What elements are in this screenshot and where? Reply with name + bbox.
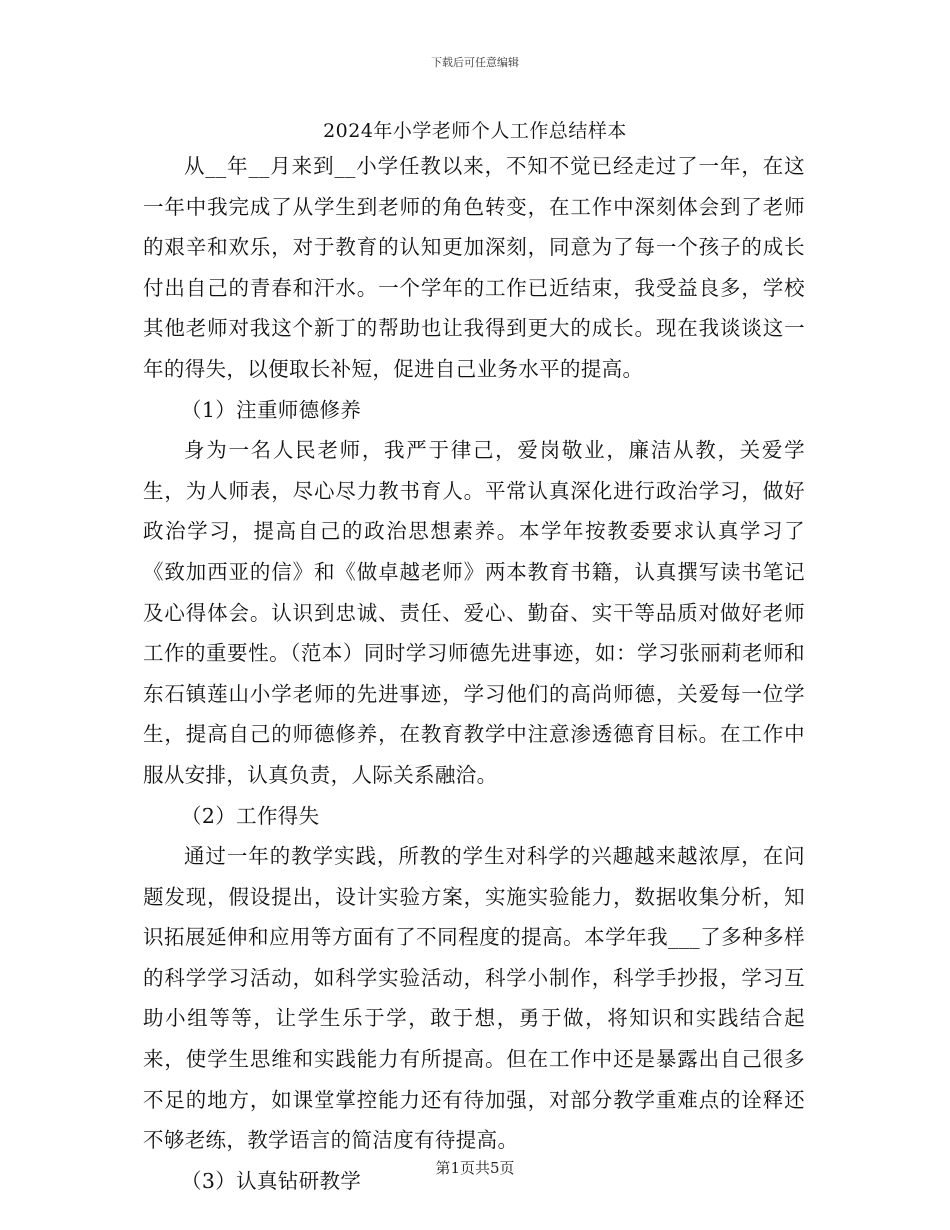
section-heading-1: （1）注重师德修养 [181, 397, 362, 422]
section-heading-2: （2）工作得失 [181, 803, 320, 828]
section-heading-3: （3）认真钻研教学 [181, 1168, 362, 1193]
page-number-footer: 第1页共5页 [435, 1159, 515, 1177]
header-note: 下载后可任意编辑 [431, 56, 519, 69]
document-title: 2024年小学老师个人工作总结样本 [323, 120, 627, 142]
document-body [143, 146, 805, 1201]
section-1-paragraph: 身为一名人民老师，我严于律己，爱岗敬业，廉洁从教，关爱学生，为人师表，尽心尽力教书育人。平常认真深化进行政治学习，做好政治学习，提高自己的政治思想素养。本学年按教委要求认真学习了《致加西亚的信》和《做卓越老师》两本教育书籍，认真撰写读书笔记及心得体会。认识到忠诚、责任、爱心、勤奋、实干等品质对做好老师工作的重要性。（范本）同时学习师德先进事迹，如：学习张丽莉老师和东石镇莲山小学老师的先进事迹，学习他们的高尚师德，关爱每一位学生，提高自己的师德修养，在教育教学中注意渗透德育目标。在工作中服从安排，认真负责，人际关系融洽。 [143, 438, 805, 787]
intro-paragraph: 从__年__月来到__小学任教以来，不知不觉已经走过了一年，在这一年中我完成了从学生到老师的角色转变，在工作中深刻体会到了老师的艰辛和欢乐，对于教育的认知更加深刻，同意为了每一个孩子的成长付出自己的青春和汗水。一个学年的工作已近结束，我受益良多，学校其他老师对我这个新丁的帮助也让我得到更大的成长。现在我谈谈这一年的得失，以便取长补短，促进自己业务水平的提高。 [143, 154, 805, 381]
section-2-paragraph: 通过一年的教学实践，所教的学生对科学的兴趣越来越浓厚，在问题发现，假设提出，设计实验方案，实施实验能力，数据收集分析，知识拓展延伸和应用等方面有了不同程度的提高。本学年我___了多种多样的科学学习活动，如科学实验活动，科学小制作，科学手抄报，学习互助小组等等，让学生乐于学，敢于想，勇于做，将知识和实践结合起来，使学生思维和实践能力有所提高。但在工作中还是暴露出自己很多不足的地方，如课堂掌控能力还有待加强，对部分教学重难点的诠释还不够老练，教学语言的简洁度有待提高。 [143, 844, 805, 1153]
